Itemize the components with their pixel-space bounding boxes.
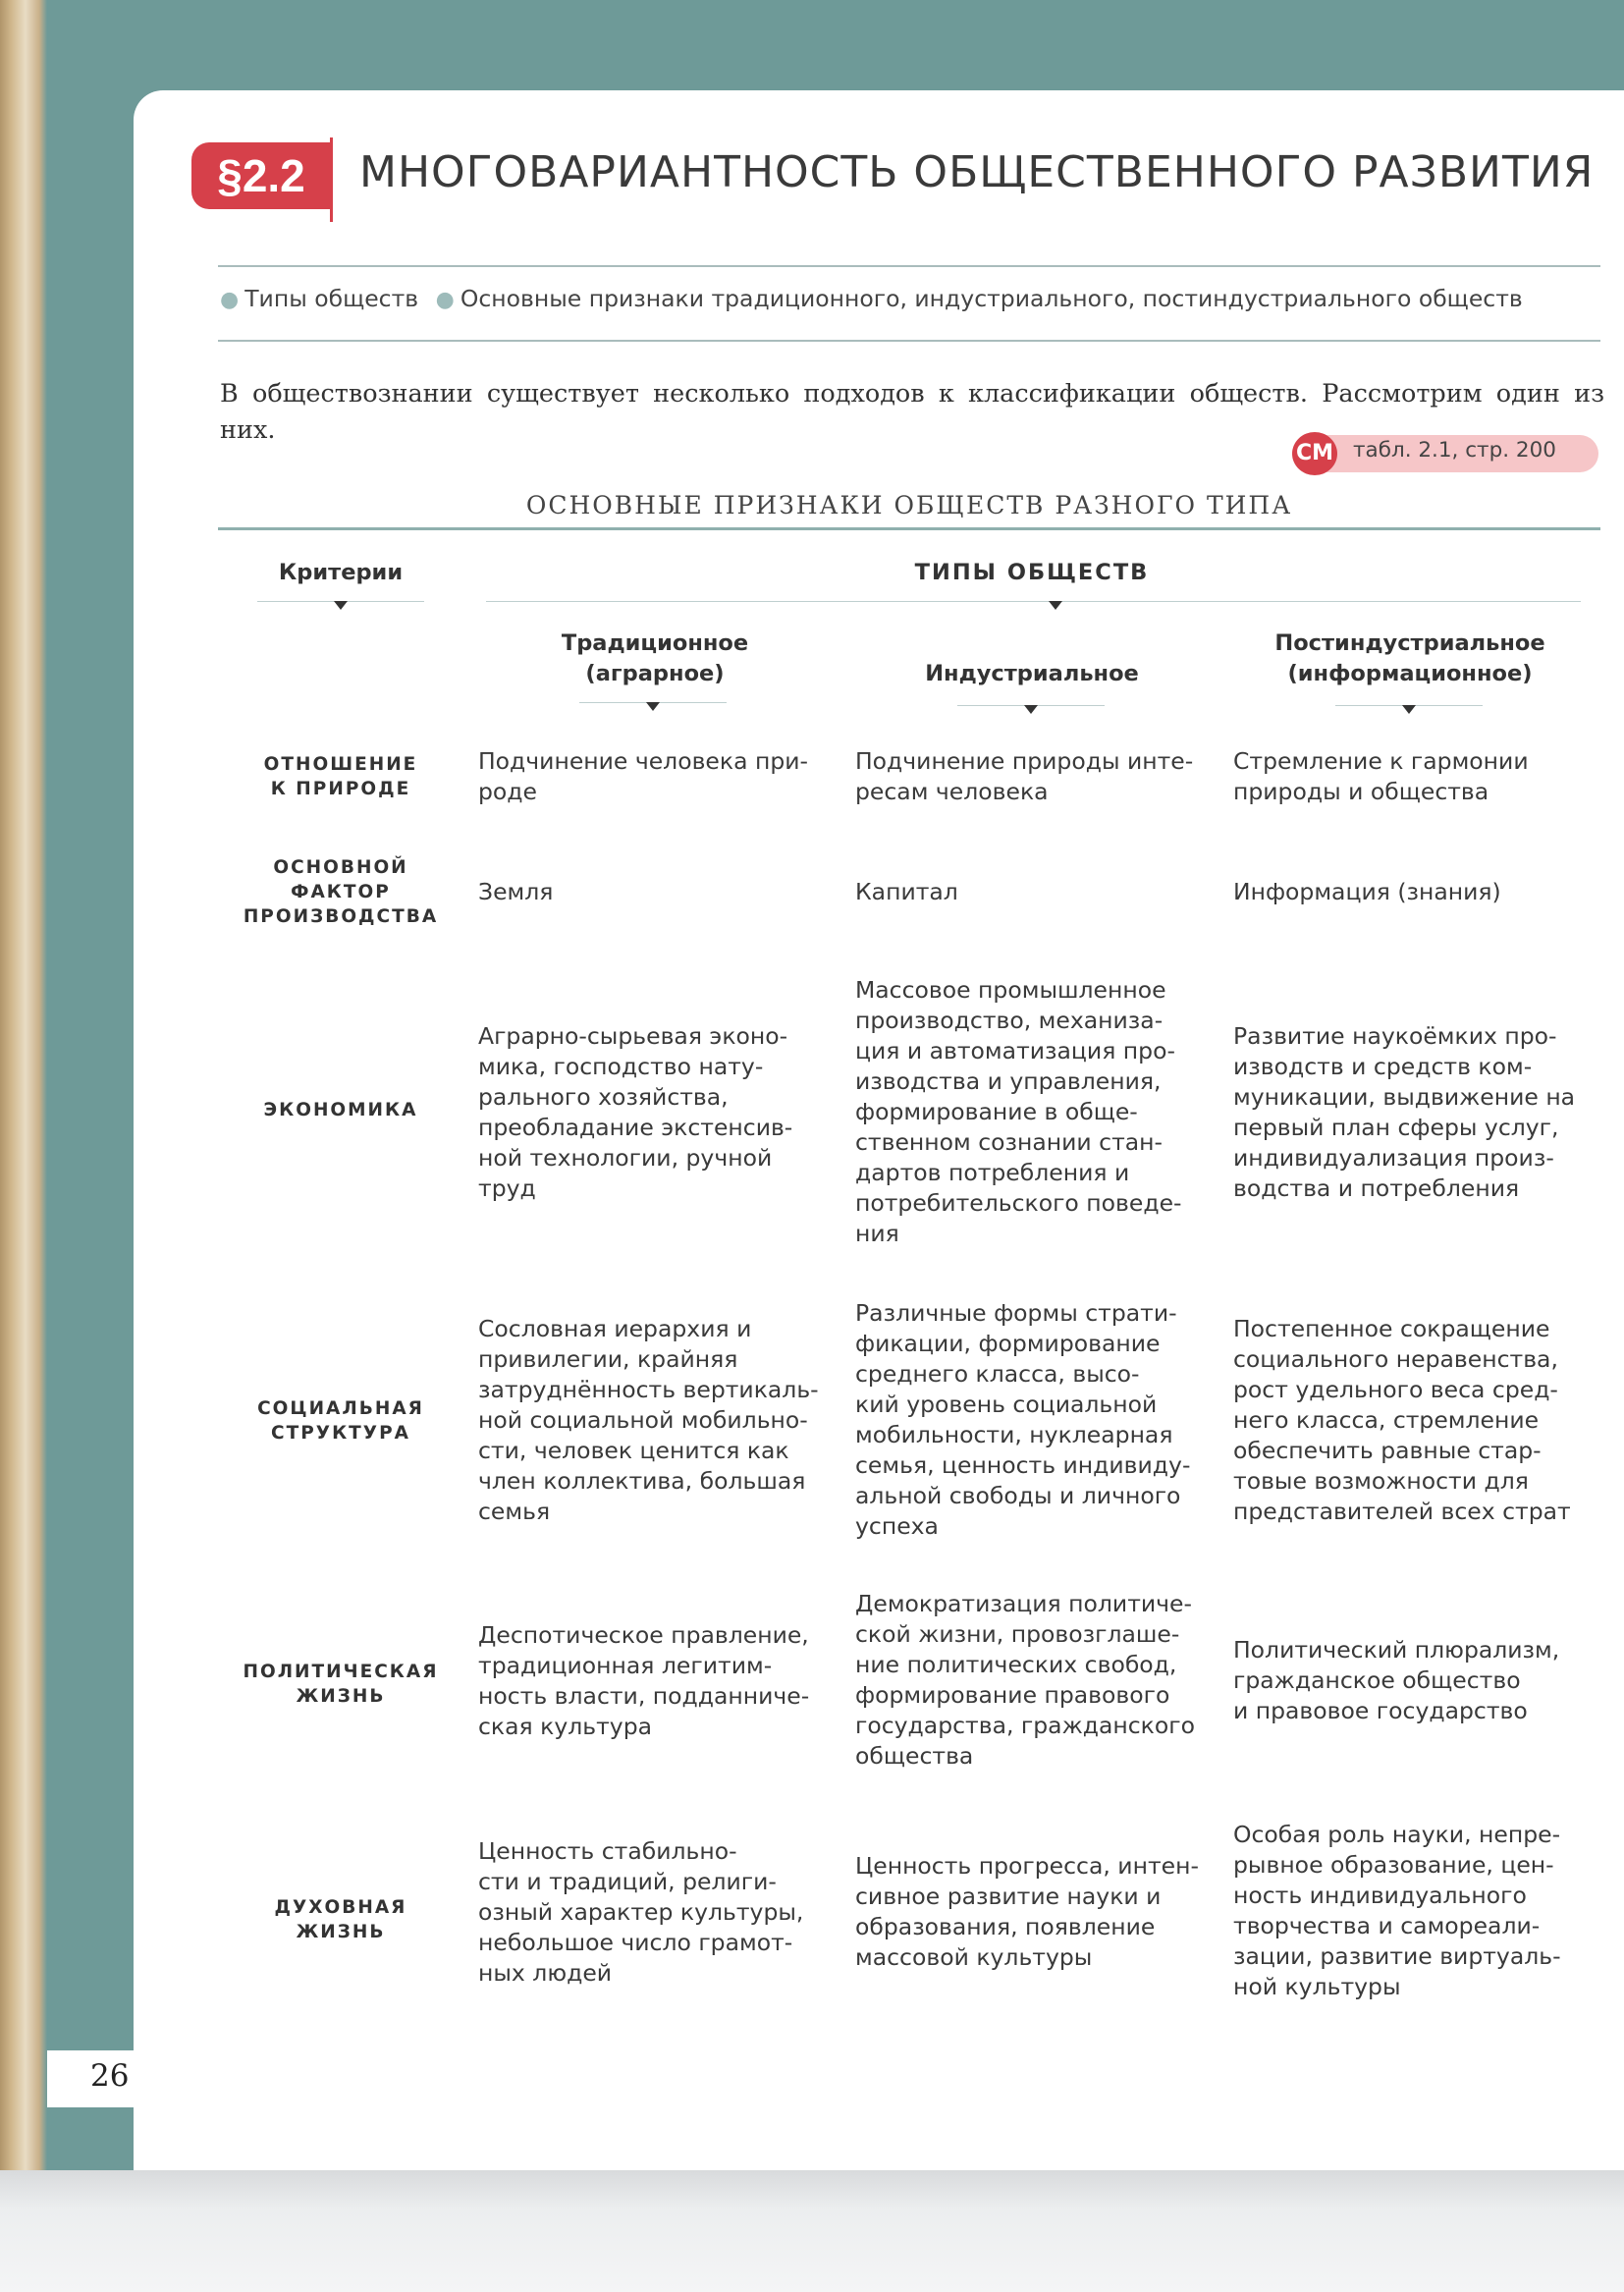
page-number: 26: [90, 2058, 130, 2094]
table-cell: Ценность прогресса, интен- сивное развитие науки и образования, появление массовой культуры: [855, 1852, 1199, 1971]
topics-rule-top: [218, 265, 1600, 267]
table-cell: Массовое промышленное производство, механиза- ция и автоматизация про- изводства и управления, формирование в обще- ственном сознании стан- дартов потребления и потребительского поведе- ния: [855, 976, 1182, 1247]
bullet-icon: ●: [435, 288, 455, 312]
criteria-header: Критерии: [278, 560, 404, 585]
column-header-postindustrial: Постиндустриальное (информационное): [1274, 630, 1545, 686]
table-cell: Сословная иерархия и привилегии, крайняя затруднённость вертикаль- ной социальной мобильно- сти, человек ценится как член коллектива, большая семья: [478, 1315, 819, 1525]
criterion-production-factor: ОСНОВНОЙ ФАКТОР ПРОИЗВОДСТВА: [243, 857, 439, 927]
topics-line: [220, 285, 1523, 312]
table-cell: Земля: [478, 878, 554, 905]
table-cell: Деспотическое правление, традиционная легитим- ность власти, подданниче- ская культура: [478, 1621, 810, 1740]
arrow-down-icon: [334, 601, 348, 610]
criterion-social-structure: СОЦИАЛЬНАЯ СТРУКТУРА: [257, 1398, 424, 1444]
arrow-down-icon: [1402, 705, 1416, 714]
table-title-rule: [218, 527, 1600, 530]
table-cell: Стремление к гармонии природы и общества: [1233, 747, 1529, 805]
bullet-icon: ●: [220, 288, 240, 312]
table-cell: Подчинение природы инте- ресам человека: [855, 747, 1194, 805]
page-title: МНОГОВАРИАНТНОСТЬ ОБЩЕСТВЕННОГО РАЗВИТИЯ: [359, 147, 1595, 197]
table-cell: Различные формы страти- фикации, формирование среднего класса, высо- кий уровень социальной мобильности, нуклеарная семья, ценность индивиду- альной свободы и личного успеха: [855, 1299, 1191, 1540]
criterion-economy: ЭКОНОМИКА: [263, 1100, 418, 1120]
reference-badge: СМ: [1292, 432, 1337, 475]
table-cell: Особая роль науки, непре- рывное образование, цен- ность индивидуального творчества и самореали- зации, развитие виртуаль- ной культуры: [1233, 1821, 1561, 2000]
arrow-down-icon: [646, 702, 660, 711]
criterion-political-life: ПОЛИТИЧЕСКАЯ ЖИЗНЬ: [243, 1662, 439, 1707]
types-header: ТИПЫ ОБЩЕСТВ: [914, 560, 1150, 585]
column-header-industrial: Индустриальное: [925, 661, 1139, 686]
topic-item: Типы обществ: [244, 285, 419, 312]
scan-bottom-margin: [0, 2170, 1624, 2292]
table-cell: Подчинение человека при- роде: [478, 747, 808, 805]
criterion-spiritual-life: ДУХОВНАЯ ЖИЗНЬ: [274, 1897, 407, 1942]
table-cell: Развитие наукоёмких про- изводств и средств ком- муникации, выдвижение на первый план сферы услуг, индивидуализация произ- водства и потребления: [1233, 1022, 1576, 1202]
section-badge: §2.2: [191, 142, 331, 209]
teal-header-band: [0, 0, 1624, 98]
table-cell: Информация (знания): [1233, 878, 1501, 905]
table-cell: Постепенное сокращение социального неравенства, рост удельного веса сред- него класса, стремление обеспечить равные стар- товые возможности для представителей всех страт: [1233, 1315, 1571, 1525]
arrow-down-icon: [1024, 705, 1038, 714]
table-title: ОСНОВНЫЕ ПРИЗНАКИ ОБЩЕСТВ РАЗНОГО ТИПА: [525, 491, 1293, 519]
book-page-edges: [0, 0, 47, 2170]
table-cell: Демократизация политиче- ской жизни, провозглаше- ние политических свобод, формирование правового государства, гражданского общества: [855, 1590, 1195, 1770]
table-cell: Политический плюрализм, гражданское общество и правовое государство: [1233, 1636, 1560, 1724]
column-header-traditional: Традиционное (аграрное): [561, 630, 749, 686]
table-cell: Аграрно-сырьевая эконо- мика, господство нату- рального хозяйства, преобладание экстенсив- ной технологии, ручной труд: [478, 1022, 793, 1202]
intro-paragraph: В обществознании существует несколько подходов к классификации обществ. Рассмотрим один из них.: [220, 379, 1604, 445]
types-header-rule: [486, 601, 1581, 602]
criterion-nature: ОТНОШЕНИЕ К ПРИРОДЕ: [263, 754, 418, 799]
arrow-down-icon: [1049, 601, 1062, 610]
topics-rule-bottom: [218, 340, 1600, 342]
topic-item: Основные признаки традиционного, индустриального, постиндустриального обществ: [460, 285, 1523, 312]
table-cell: Ценность стабильно- сти и традиций, религи- озный характер культуры, небольшое число грамот- ных людей: [478, 1837, 804, 1987]
reference-text: табл. 2.1, стр. 200: [1353, 438, 1556, 463]
table-cell: Капитал: [855, 878, 958, 905]
section-badge-divider: [330, 137, 333, 222]
